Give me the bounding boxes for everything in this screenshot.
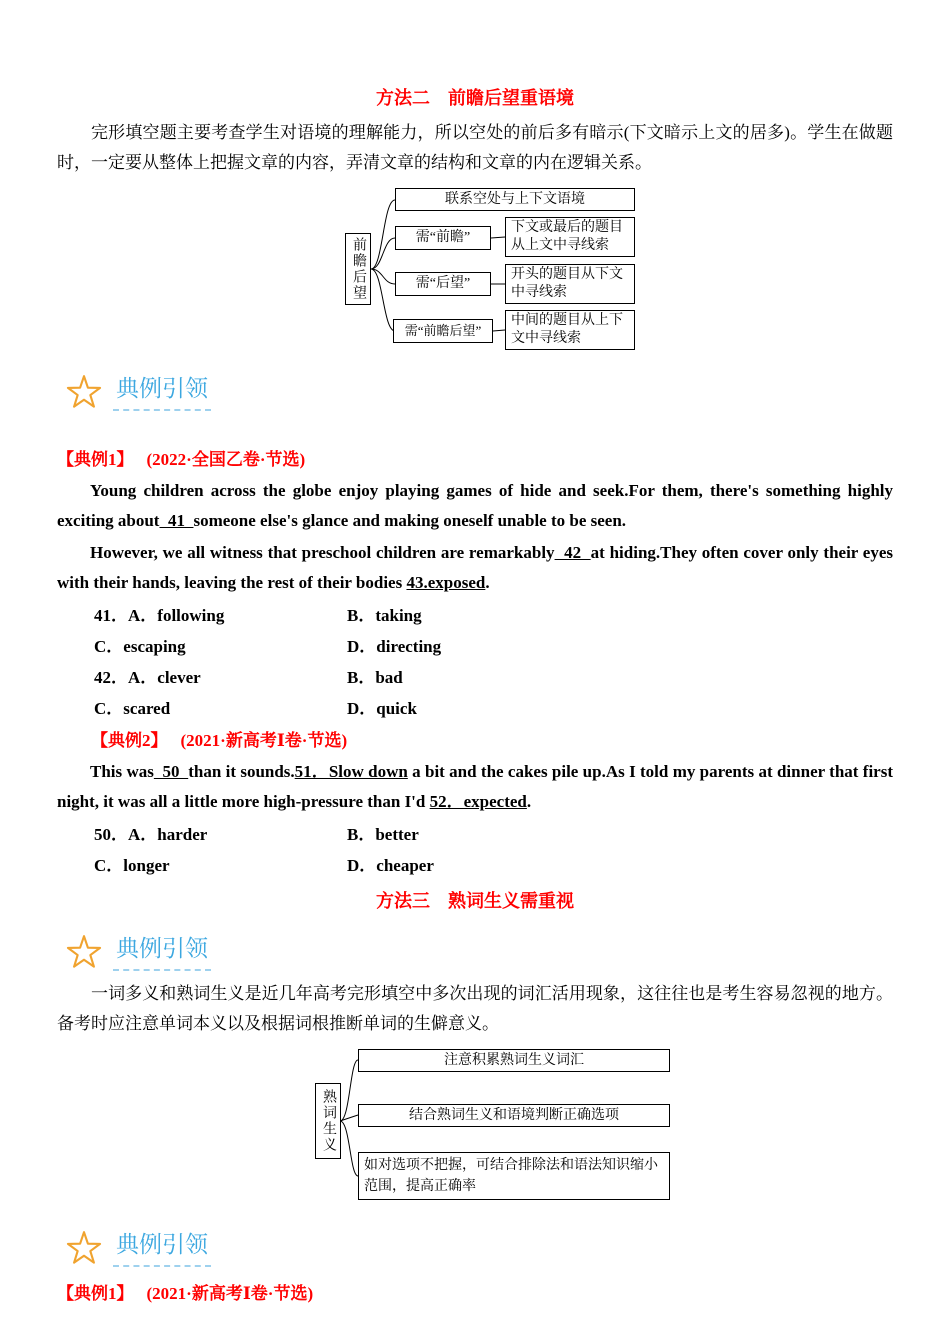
option-cell: C．longer: [94, 856, 170, 875]
option-cell: C．escaping: [94, 637, 186, 656]
diagram1-top-box: 联系空处与上下文语境: [395, 188, 635, 211]
option-row: [57, 662, 893, 693]
example2-title-text: 【典例2】: [91, 731, 168, 750]
diagram-polysemy-strategy: [310, 1047, 675, 1203]
diagram1-row2-right: 开头的题目从下文中寻线索: [505, 264, 635, 304]
option-cell: 41．A．following: [94, 606, 225, 625]
option-row: [57, 600, 893, 631]
option-cell: B．better: [347, 825, 419, 844]
answer-51-slow-down: 51．Slow down: [294, 762, 408, 781]
text-run: However, we all witness that preschool children are remarkably: [90, 543, 555, 562]
example1-title: [57, 447, 893, 473]
intro-method2: 完形填空题主要考查学生对语境的理解能力，所以空处的前后多有暗示(下文暗示上文的居多)。学生在做题时，一定要从整体上把握文章的内容，弄清文章的结构和文章的内在逻辑关系。: [57, 123, 893, 172]
example3-title: [57, 1281, 893, 1307]
option-cell: D．quick: [347, 699, 417, 718]
diagram1-row1-left: 需“前瞻”: [395, 226, 491, 250]
answer-52-expected: 52．expected: [429, 791, 527, 811]
example2-options: [57, 819, 893, 881]
heading-method2: 方法二 前瞻后望重语境: [376, 88, 574, 108]
diagram2-box2: 结合熟词生义和语境判断正确选项: [358, 1104, 670, 1127]
blank-41: 41: [159, 510, 194, 530]
option-row: [57, 631, 893, 662]
option-cell: D．cheaper: [347, 856, 434, 875]
section-header-examples-1: [65, 365, 893, 411]
star-icon: [65, 1229, 103, 1267]
example1-title-text: 【典例1】: [57, 450, 134, 469]
blank-42: 42: [554, 543, 591, 562]
example2-source: (2021·新高考Ⅰ卷·节选): [180, 731, 348, 750]
text-run: Young children across the globe enjoy playing games of hide and seek.For them, there's something highly exciting about: [57, 481, 893, 530]
text-run: someone else's glance and making oneself unable to be seen.: [193, 510, 627, 530]
section-header-examples-3: [65, 1221, 893, 1267]
option-cell: 42．A．clever: [94, 668, 201, 687]
option-cell: D．directing: [347, 637, 442, 656]
diagram1-row2-left: 需“后望”: [395, 272, 491, 296]
example1-paragraph-1: [57, 476, 893, 535]
diagram1-row3-right: 中间的题目从上下文中寻线索: [505, 310, 635, 350]
section-header-examples-2: [65, 925, 893, 971]
heading-method3: 方法三 熟词生义需重视: [376, 891, 574, 911]
diagram2-box3: 如对选项不把握，可结合排除法和语法知识缩小范围，提高正确率: [358, 1152, 670, 1200]
example2-paragraph: [57, 757, 893, 816]
option-row: [57, 819, 893, 850]
text-run: .: [485, 572, 490, 592]
intro-method3: 一词多义和熟词生义是近几年高考完形填空中多次出现的词汇活用现象，这往往也是考生容易忽视的地方。备考时应注意单词本义以及根据词根推断单词的生僻意义。: [57, 984, 893, 1033]
answer-43-exposed: 43.exposed: [406, 572, 486, 592]
option-cell: B．taking: [347, 606, 422, 625]
example1-source: (2022·全国乙卷·节选): [146, 450, 306, 469]
option-cell: 50．A．harder: [94, 825, 208, 844]
diagram2-label: 熟词生义: [315, 1083, 341, 1159]
option-row: [57, 693, 893, 724]
example1-options: [57, 600, 893, 724]
text-run: at hiding.They often cover only their eyes with their hands, leaving the rest of their bodies: [57, 543, 894, 592]
diagram-context-strategy: [340, 186, 640, 353]
option-row: [57, 850, 893, 881]
example2-title: [57, 728, 893, 754]
example1-paragraph-2: [57, 538, 893, 597]
example3-title-text: 【典例1】: [57, 1284, 134, 1303]
section-label: 典例引领: [113, 930, 211, 971]
option-cell: B．bad: [347, 668, 403, 687]
diagram2-box1: 注意积累熟词生义词汇: [358, 1049, 670, 1072]
section-label: 典例引领: [113, 370, 211, 411]
diagram1-row3-left: 需“前瞻后望”: [393, 319, 493, 343]
option-cell: C．scared: [94, 699, 171, 718]
diagram1-row1-right: 下文或最后的题目从上文中寻线索: [505, 217, 635, 257]
star-icon: [65, 373, 103, 411]
text-run: than it sounds.: [188, 762, 295, 781]
text-run: This was: [90, 762, 154, 781]
section-label: 典例引领: [113, 1226, 211, 1267]
example3-source: (2021·新高考Ⅰ卷·节选): [146, 1284, 314, 1303]
text-run: .: [526, 791, 532, 811]
blank-50: 50: [153, 762, 189, 781]
diagram1-label: 前瞻后望: [345, 233, 371, 305]
star-icon: [65, 933, 103, 971]
text-run: a bit and the cakes pile up.As I told my parents at dinner that first night, it was all a little more high-pressure than I'd: [57, 762, 894, 811]
